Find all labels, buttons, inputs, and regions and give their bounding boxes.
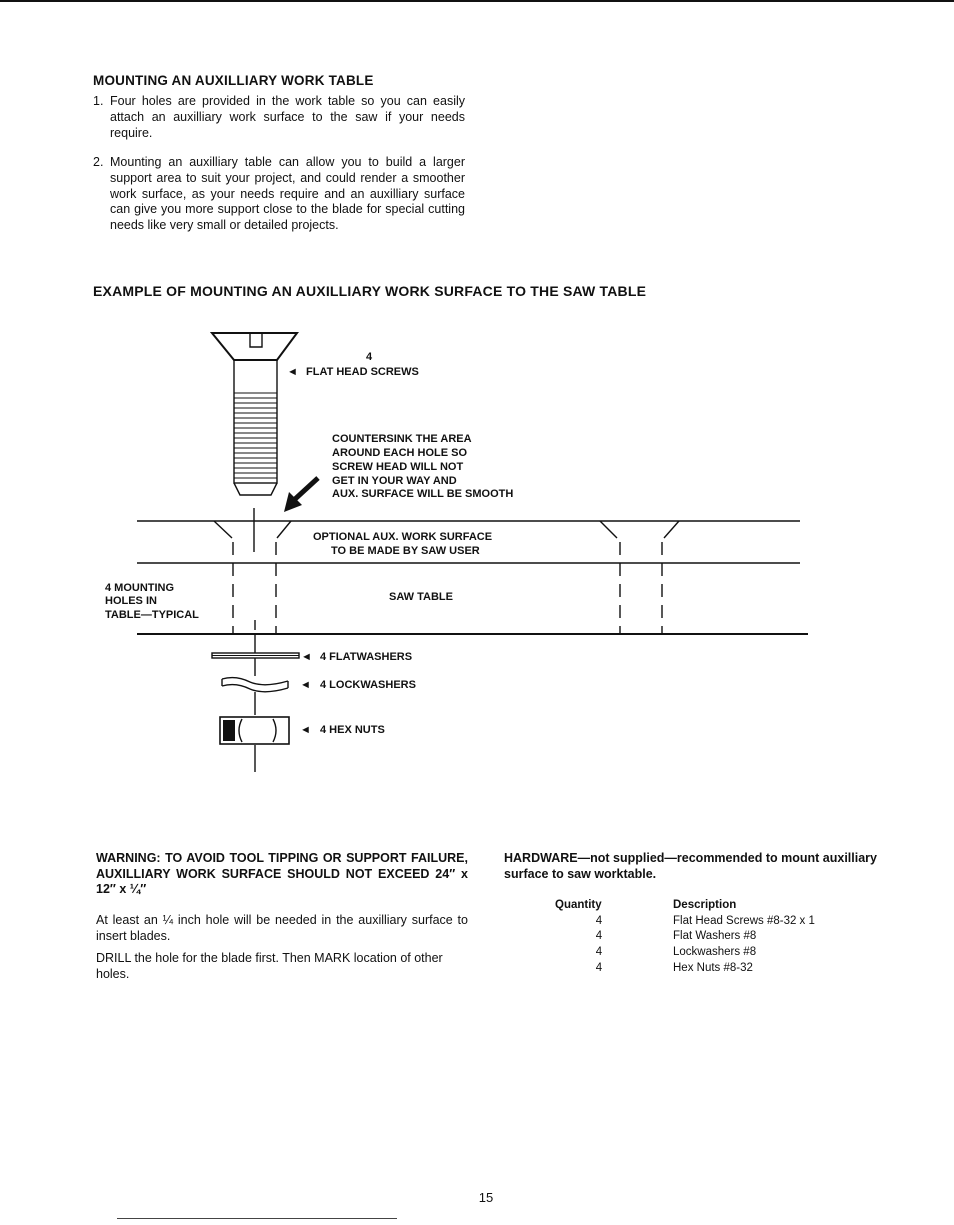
desc-cell: Flat Head Screws #8-32 x 1 [673,914,815,927]
page-number: 15 [478,1190,494,1205]
holes-line-3: TABLE—TYPICAL [105,609,199,621]
table-header-row [555,899,815,913]
hexnuts-label: 4 HEX NUTS [320,724,385,736]
lockwashers-arrow-icon: ◄ [300,679,311,691]
screws-count-label: 4 [366,351,373,363]
warning-text: WARNING: TO AVOID TOOL TIPPING OR SUPPORT FAILURE, AUXILLIARY WORK SURFACE SHOULD NOT EXCEED 24″ x 12″ x ¼″ [96,851,468,896]
aux-surface-line-2: TO BE MADE BY SAW USER [331,545,480,557]
countersink-line-1: COUNTERSINK THE AREA [332,433,472,445]
countersink-line-2: AROUND EACH HOLE SO [332,447,468,459]
qty-cell: 4 [595,930,603,943]
countersink-line-4: GET IN YOUR WAY AND [332,475,457,487]
desc-cell: Flat Washers #8 [673,930,757,943]
holes-line-2: HOLES IN [105,595,157,607]
countersink-line-5: AUX. SURFACE WILL BE SMOOTH [332,488,514,500]
column-header-quantity: Quantity [555,899,602,911]
table-row [555,913,815,929]
drill-paragraph: DRILL the hole for the blade first. Then MARK location of other holes. [96,951,443,981]
qty-cell: 4 [595,945,603,958]
qty-cell: 4 [595,914,603,927]
lockwasher-icon [222,678,288,692]
flat-head-screw-icon [212,333,297,495]
countersink-arrow-icon [284,478,318,512]
desc-cell: Lockwashers #8 [673,945,757,958]
mounting-diagram [0,320,954,780]
top-rule [0,0,954,2]
list-item-1: 1. Four holes are provided in the work table so you can easily attach an auxilliary work surface to the saw if your needs require. [93,94,465,140]
flatwashers-arrow-icon: ◄ [301,651,312,663]
section-heading-example: EXAMPLE OF MOUNTING AN AUXILLIARY WORK SURFACE TO THE SAW TABLE [93,283,647,299]
bottom-rule [117,1218,397,1219]
aux-surface-and-table [137,508,808,634]
list-item-2: 2. Mounting an auxilliary table can allow you to build a larger support area to suit your project, and could render a smoother work surface, as your needs require and an auxilliary surface can give you more support close to the blade for special cutting needs like very small or detailed projects. [93,155,465,233]
aux-surface-line-1: OPTIONAL AUX. WORK SURFACE [313,531,493,543]
hardware-table [555,899,815,975]
blade-hole-paragraph: At least an ¼ inch hole will be needed in the auxilliary surface to insert blades. [96,913,468,943]
section-heading-mounting: MOUNTING AN AUXILLIARY WORK TABLE [93,73,374,88]
table-row [555,960,815,976]
screws-arrow-icon: ◄ [287,366,298,378]
hex-nut-icon [220,717,289,744]
qty-cell: 4 [595,961,603,974]
flatwashers-label: 4 FLATWASHERS [320,651,413,663]
hardware-intro: HARDWARE—not supplied—recommended to mount auxilliary surface to saw worktable. [504,851,877,881]
saw-table-label: SAW TABLE [389,591,453,603]
table-row [555,944,815,960]
holes-line-1: 4 MOUNTING [105,582,175,594]
column-header-description: Description [673,899,737,911]
flat-head-screws-label: FLAT HEAD SCREWS [306,366,419,378]
hexnuts-arrow-icon: ◄ [300,724,311,736]
flatwasher-icon [212,653,299,658]
lockwashers-label: 4 LOCKWASHERS [320,679,416,691]
table-row [555,929,815,945]
desc-cell: Hex Nuts #8-32 [673,961,753,974]
countersink-line-3: SCREW HEAD WILL NOT [332,461,464,473]
